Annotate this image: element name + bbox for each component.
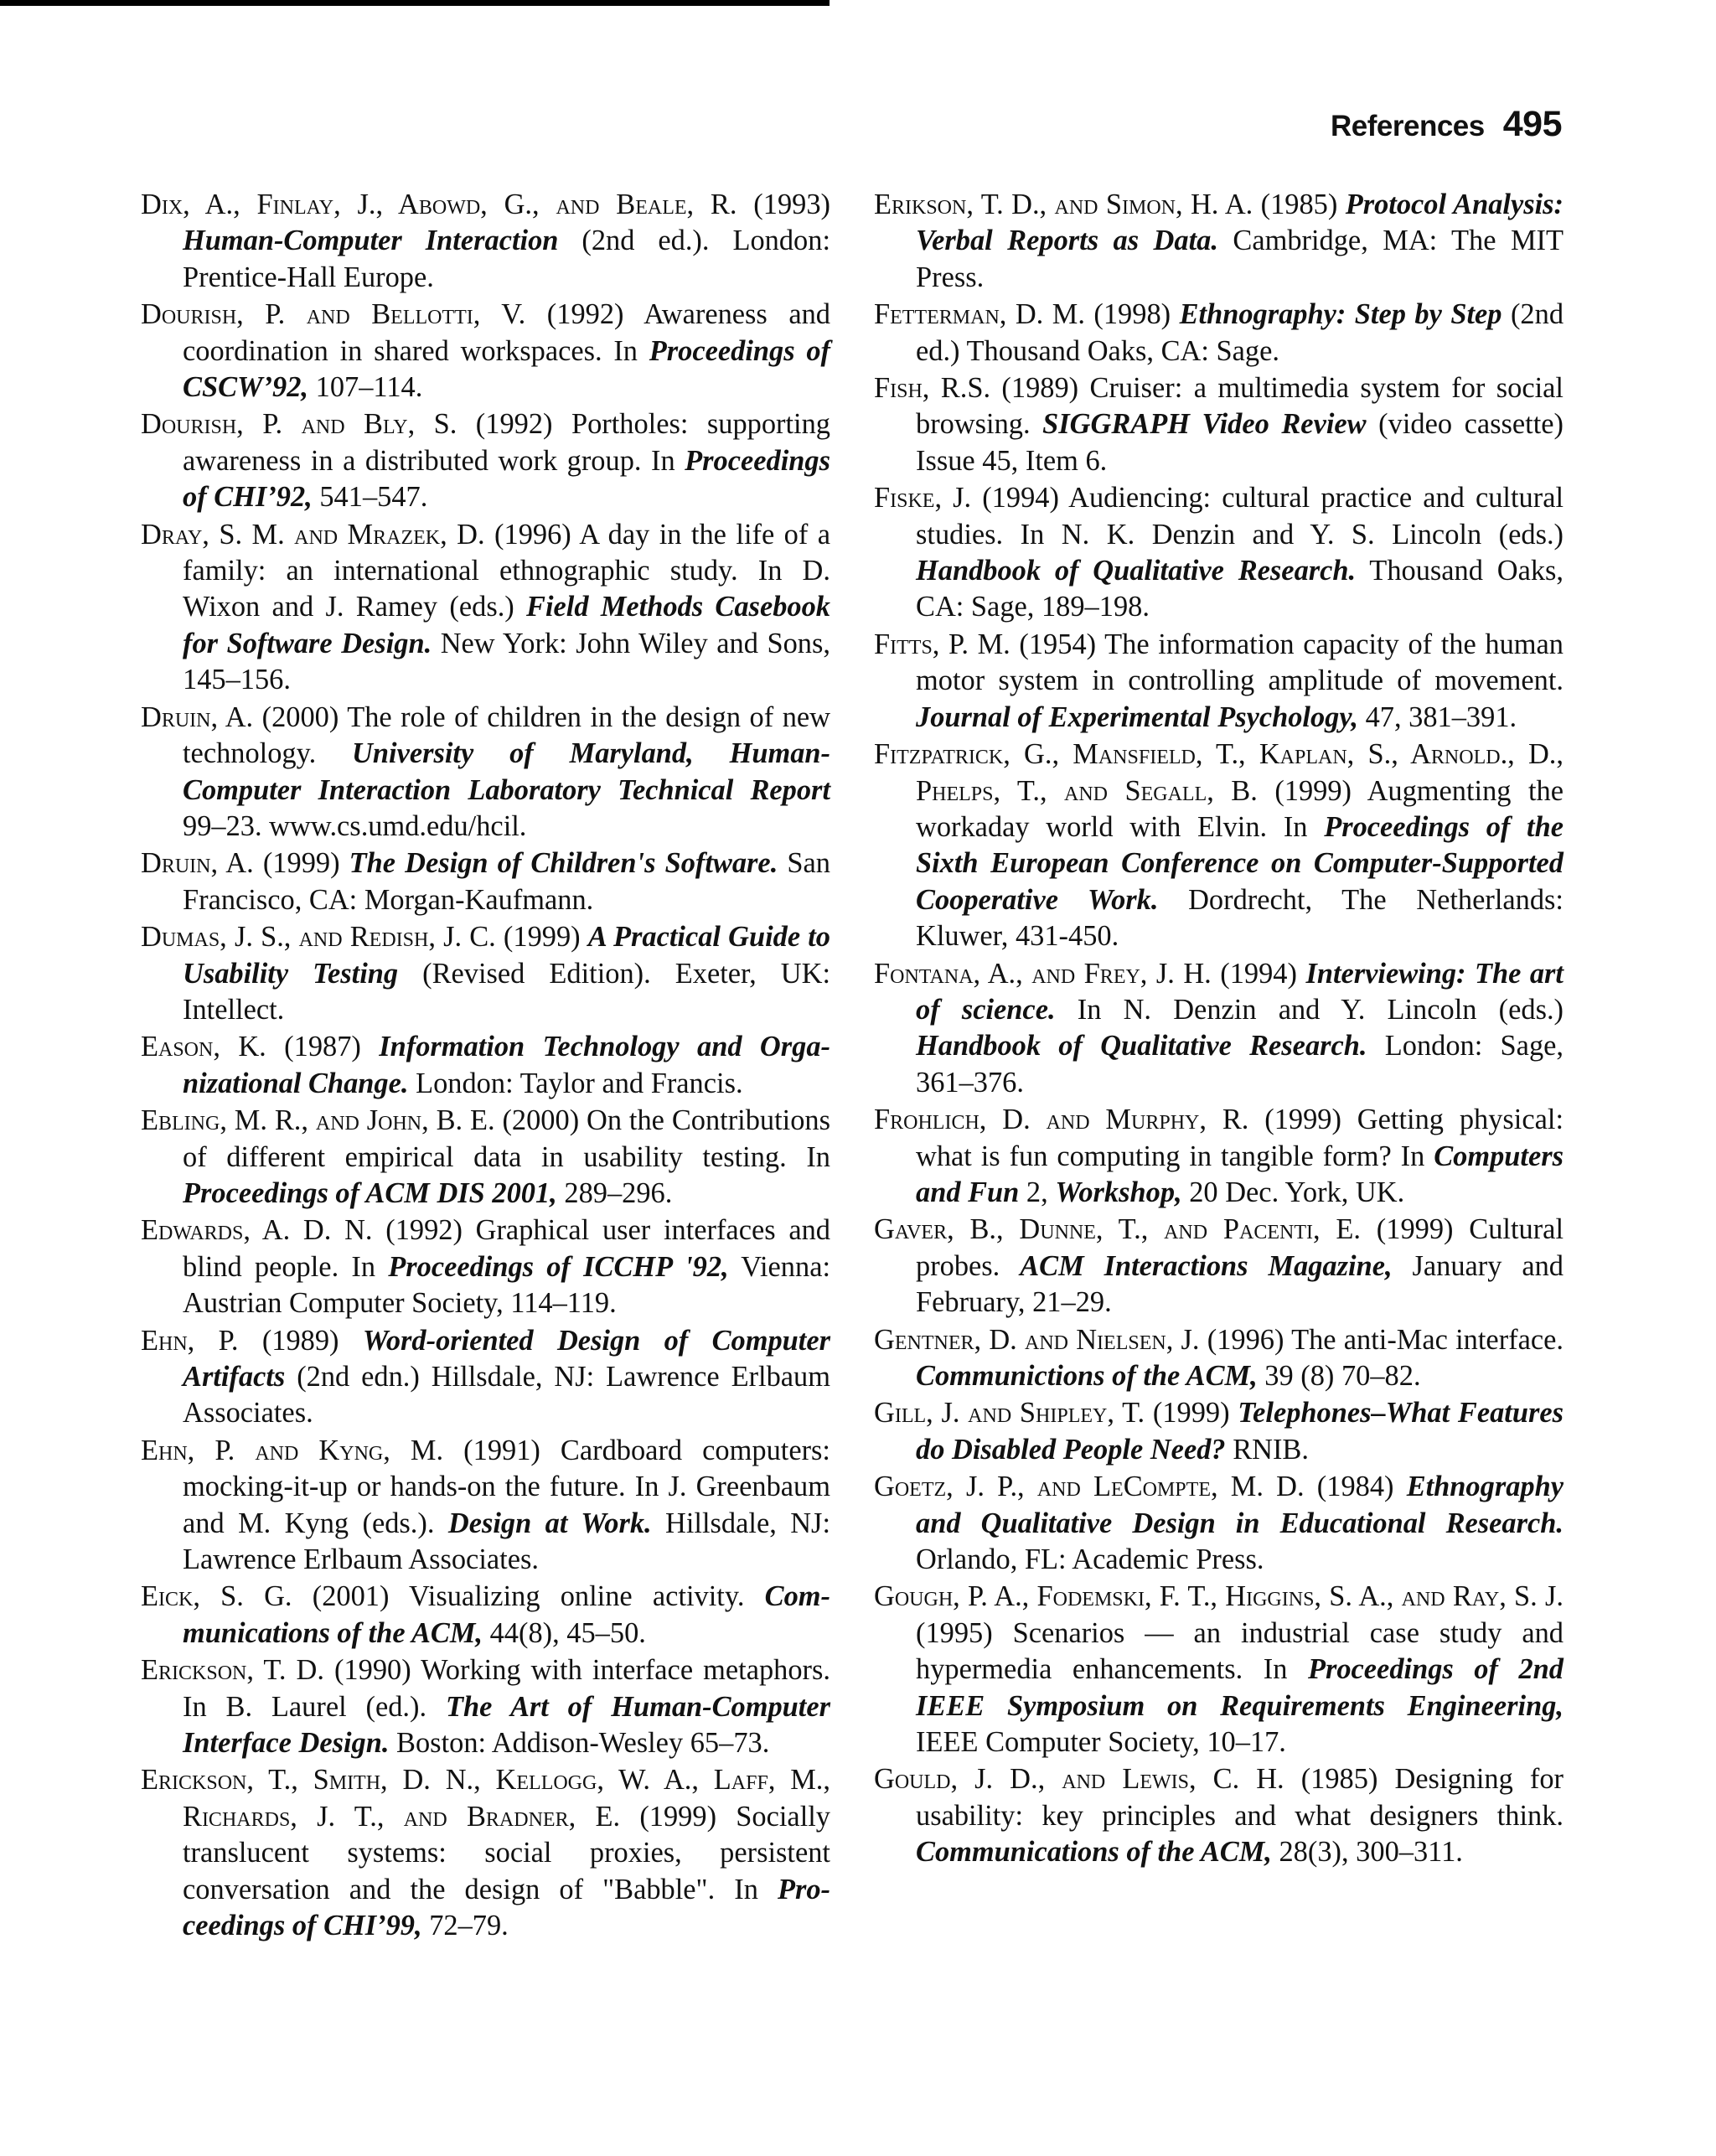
- reference-title: Handbook of Qualitative Research.: [916, 1030, 1367, 1062]
- reference-title: Ethnography and Qualitative Design in Educational Research.: [916, 1471, 1564, 1539]
- reference-authors: Erickson, T. D.: [141, 1654, 324, 1687]
- reference-title: Proceedings of ICCHP '92,: [388, 1250, 729, 1283]
- reference-authors: Erickson, T., Smith, D. N., Kellogg, W. A., Laff, M., Richards, J. T., and Bradner, E.: [141, 1764, 830, 1833]
- reference-entry: [141, 700, 830, 845]
- reference-text: (1998): [1084, 298, 1180, 331]
- reference-title: The Design of Children's Software.: [349, 847, 778, 880]
- top-rule: [0, 0, 830, 6]
- reference-text: 107–114.: [308, 371, 423, 404]
- reference-authors: Eason, K.: [141, 1031, 266, 1063]
- reference-text: (2nd edn.) Hillsdale, NJ: Lawrence Erlbaum Associates.: [183, 1361, 830, 1430]
- reference-text: (1999) Cultural probes.: [916, 1213, 1564, 1282]
- reference-authors: Ebling, M. R., and John, B. E.: [141, 1104, 495, 1137]
- reference-title: Telephones–What Features do Disabled People Need?: [916, 1397, 1564, 1466]
- reference-text: (Revised Edition). Exeter, UK: Intellect.: [183, 957, 830, 1026]
- reference-entry: [141, 1579, 830, 1652]
- reference-text: (1995) Scenarios — an industrial case study and hypermedia enhancements. In: [916, 1616, 1564, 1686]
- reference-text: RNIB.: [1225, 1433, 1309, 1466]
- reference-title: University of Maryland, Human-Computer Interaction Laboratory Technical Report: [183, 737, 830, 806]
- reference-text: (2nd ed.). London: Prentice-Hall Europe.: [183, 225, 830, 293]
- reference-text: (video cassette) Issue 45, Item 6.: [916, 408, 1564, 477]
- reference-authors: Druin, A.: [141, 847, 254, 880]
- reference-title: Ethnography: Step by Step: [1179, 298, 1502, 331]
- reference-text: (1989) Cruiser: a multimedia system for social browsing.: [916, 372, 1564, 441]
- reference-entry: [874, 1322, 1564, 1395]
- reference-entry: [874, 1212, 1564, 1321]
- reference-text: (1999) Socially translucent systems: social proxies, persistent conversation and the design of "Babble". In: [183, 1800, 830, 1905]
- reference-entry: [874, 370, 1564, 479]
- reference-authors: Fetterman, D. M.: [874, 298, 1085, 331]
- reference-entry: [141, 1433, 830, 1579]
- reference-title: Word-oriented Design of Computer Artifacts: [183, 1324, 830, 1393]
- reference-text: Dordrecht, The Netherlands: Kluwer, 431-450.: [916, 883, 1564, 953]
- reference-title: Proceedings of CSCW’92,: [183, 334, 830, 404]
- reference-text: London: Taylor and Francis.: [408, 1067, 743, 1099]
- reference-authors: Gentner, D. and Nielsen, J.: [874, 1323, 1200, 1356]
- reference-title: Design at Work.: [447, 1507, 652, 1539]
- reference-authors: Goetz, J. P., and LeCompte, M. D.: [874, 1471, 1305, 1503]
- reference-text: 47, 381–391.: [1357, 701, 1517, 733]
- reference-text: (1985): [1253, 189, 1346, 220]
- reference-text: 39 (8) 70–82.: [1257, 1360, 1421, 1392]
- reference-text: Orlando, FL: Academic Press.: [916, 1543, 1264, 1576]
- reference-authors: Dix, A., Finlay, J., Abowd, G., and Beale, R.: [141, 189, 737, 220]
- reference-title: Communications of the ACM,: [916, 1836, 1272, 1869]
- reference-text: (2nd ed.) Thousand Oaks, CA: Sage.: [916, 298, 1564, 367]
- reference-title: SIGGRAPH Video Review: [1042, 408, 1367, 441]
- reference-text: In N. Denzin and Y. Lincoln (eds.): [1055, 993, 1564, 1026]
- reference-title: ACM Interactions Magazine,: [1020, 1249, 1393, 1282]
- reference-title: Journal of Experimental Psychology,: [916, 701, 1358, 733]
- reference-authors: Fiske, J.: [874, 482, 972, 514]
- reference-entry: [141, 1323, 830, 1432]
- reference-authors: Gough, P. A., Fodemski, F. T., Higgins, S. A., and Ray, S. J.: [874, 1580, 1564, 1613]
- reference-text: San Francisco, CA: Morgan-Kaufmann.: [183, 847, 830, 916]
- reference-text: 20 Dec. York, UK.: [1181, 1176, 1405, 1208]
- reference-text: (2000) The role of children in the design of new technology.: [183, 701, 830, 770]
- reference-entry: [141, 297, 830, 406]
- reference-text: Cambridge, MA: The MIT Press.: [916, 225, 1564, 293]
- reference-text: (1999) Augmenting the workaday world with Elvin. In: [916, 774, 1564, 843]
- reference-text: 72–79.: [421, 1910, 509, 1942]
- reference-title: Proceedings of CHI’92,: [183, 444, 830, 514]
- reference-text: (1999): [253, 847, 349, 880]
- reference-text: January and February, 21–29.: [916, 1249, 1564, 1319]
- reference-title: Proceedings of 2nd IEEE Symposium on Requirements Engineering,: [916, 1653, 1564, 1722]
- reference-text: Thousand Oaks, CA: Sage, 189–198.: [916, 555, 1564, 623]
- reference-authors: Edwards, A. D. N.: [141, 1214, 373, 1247]
- reference-text: Vienna: Austrian Computer Society, 114–119.: [183, 1250, 831, 1320]
- reference-entry: [874, 1761, 1564, 1870]
- reference-text: IEEE Computer Society, 10–17.: [916, 1726, 1286, 1759]
- page-number: 495: [1502, 104, 1562, 144]
- reference-authors: Gaver, B., Dunne, T., and Pacenti, E.: [874, 1213, 1362, 1246]
- reference-authors: Dumas, J. S., and Redish, J. C.: [141, 921, 496, 954]
- reference-text: 44(8), 45–50.: [483, 1616, 646, 1649]
- reference-text: New York: John Wiley and Sons, 145–156.: [183, 627, 830, 696]
- reference-entry: [874, 1395, 1564, 1468]
- reference-title: Proceedings of the Sixth European Conference on Computer-Supported Cooperative Work.: [916, 810, 1564, 916]
- reference-title: Interviewing: The art of science.: [916, 957, 1564, 1026]
- reference-authors: Fitzpatrick, G., Mansfield, T., Kaplan, S., Arnold., D., Phelps, T., and Segall, B.: [874, 738, 1564, 807]
- reference-entry: [141, 1212, 830, 1321]
- reference-text: (1990) Working with interface metaphors. In B. Laurel (ed.).: [183, 1654, 830, 1723]
- reference-text: (1954) The information capacity of the human motor system in controlling amplitude of movement.: [916, 628, 1564, 697]
- reference-title: Workshop,: [1055, 1176, 1182, 1208]
- reference-text: (1999) Getting physical: what is fun computing in tangible form? In: [916, 1104, 1564, 1172]
- reference-title: Handbook of Qualitative Research.: [916, 555, 1357, 587]
- reference-text: (1992) Graphical user interfaces and blind people. In: [183, 1214, 830, 1283]
- reference-text: (1999): [495, 921, 588, 954]
- reference-text: (1992) Portholes: supporting awareness in a distributed work group. In: [183, 408, 830, 477]
- reference-text: 28(3), 300–311.: [1271, 1836, 1463, 1869]
- reference-authors: Fitts, P. M.: [874, 628, 1010, 660]
- reference-title: Communications of the ACM,: [183, 1580, 830, 1649]
- reference-text: (1991) Cardboard computers: mocking-it-up or hands-on the future. In J. Greenbaum and M. Kyng (eds.).: [183, 1434, 830, 1539]
- reference-title: The Art of Human-Computer Interface Design.: [183, 1690, 831, 1760]
- reference-text: London: Sage, 361–376.: [916, 1030, 1564, 1099]
- reference-authors: Gill, J. and Shipley, T.: [874, 1397, 1145, 1430]
- reference-entry: [874, 297, 1564, 370]
- reference-entry: [874, 1469, 1564, 1578]
- reference-entry: [141, 187, 830, 296]
- reference-text: (1989): [238, 1324, 363, 1357]
- reference-title: Computers and Fun: [916, 1140, 1564, 1208]
- reference-authors: Fontana, A., and Frey, J. H.: [874, 957, 1212, 990]
- reference-entry: [141, 517, 830, 699]
- reference-authors: Erikson, T. D., and Simon, H. A.: [874, 189, 1253, 220]
- reference-entry: [874, 480, 1564, 626]
- reference-authors: Fish, R.S.: [874, 372, 991, 405]
- running-head: [1331, 104, 1562, 145]
- reference-text: (1996) A day in the life of a family: an international ethnographic study. In D. Wixon and J. Ramey (eds.): [183, 518, 831, 623]
- reference-authors: Gould, J. D., and Lewis, C. H.: [874, 1763, 1284, 1796]
- reference-authors: Dray, S. M. and Mrazek, D.: [141, 518, 485, 551]
- reference-entry: [141, 1762, 830, 1944]
- running-head-title: References: [1331, 110, 1485, 142]
- reference-text: (1999): [1145, 1397, 1238, 1430]
- reference-text: 2,: [1019, 1176, 1056, 1208]
- reference-text: (2001) Visualizing online activity.: [292, 1580, 765, 1613]
- reference-entry: [874, 187, 1564, 296]
- reference-entry: [141, 845, 830, 918]
- reference-text: Boston: Addison-Wesley 65–73.: [389, 1727, 770, 1760]
- reference-text: (1994): [1211, 957, 1306, 990]
- reference-text: 289–296.: [556, 1176, 673, 1209]
- reference-authors: Eick, S. G.: [141, 1580, 292, 1613]
- reference-entry: [874, 1579, 1564, 1760]
- reference-text: (1984): [1304, 1471, 1407, 1503]
- reference-authors: Dourish, P. and Bellotti, V.: [141, 298, 526, 331]
- reference-title: A Practical Guide to Usability Testing: [183, 921, 830, 990]
- reference-entry: [141, 1103, 830, 1212]
- reference-title: Proceedings of CHI’99,: [183, 1873, 830, 1942]
- reference-title: Protocol Analysis: Verbal Reports as Data.: [916, 189, 1564, 257]
- reference-authors: Dourish, P. and Bly, S.: [141, 408, 457, 441]
- reference-entry: [874, 737, 1564, 954]
- reference-entry: [141, 1029, 830, 1102]
- reference-authors: Druin, A.: [141, 701, 254, 733]
- reference-text: 541–547.: [312, 481, 428, 514]
- references-right-column: [874, 187, 1564, 1872]
- reference-title: Communictions of the ACM,: [916, 1360, 1258, 1392]
- reference-authors: Ehn, P. and Kyng, M.: [141, 1434, 444, 1466]
- reference-text: (1994) Audiencing: cultural practice and cultural studies. In N. K. Denzin and Y. S. Lincoln (eds.): [916, 482, 1564, 551]
- reference-authors: Frohlich, D. and Murphy, R.: [874, 1104, 1249, 1136]
- reference-entry: [874, 1102, 1564, 1211]
- reference-text: (1992) Awareness and coordination in shared workspaces. In: [183, 298, 830, 367]
- reference-entry: [141, 1652, 830, 1761]
- reference-text: (1993): [737, 189, 830, 220]
- reference-text: (2000) On the Contributions of different empirical data in usability testing. In: [183, 1104, 830, 1173]
- reference-title: Information Technology and Organizational Change.: [183, 1031, 830, 1099]
- reference-text: Hillsdale, NJ: Lawrence Erlbaum Associates.: [183, 1507, 830, 1576]
- references-left-column: [141, 187, 830, 1946]
- reference-text: (1996) The anti-Mac interface.: [1199, 1323, 1564, 1356]
- reference-entry: [874, 956, 1564, 1102]
- reference-title: Field Methods Casebook for Software Design.: [183, 591, 830, 659]
- reference-entry: [141, 406, 830, 515]
- reference-title: Proceedings of ACM DIS 2001,: [183, 1176, 557, 1209]
- reference-entry: [141, 919, 830, 1028]
- reference-authors: Ehn, P.: [141, 1324, 239, 1357]
- reference-title: Human-Computer Interaction: [183, 225, 559, 257]
- reference-text: (1987): [266, 1031, 380, 1063]
- reference-entry: [874, 627, 1564, 736]
- reference-text: 99–23. www.cs.umd.edu/hcil.: [183, 809, 527, 842]
- reference-text: (1985) Designing for usability: key principles and what designers think.: [916, 1763, 1564, 1832]
